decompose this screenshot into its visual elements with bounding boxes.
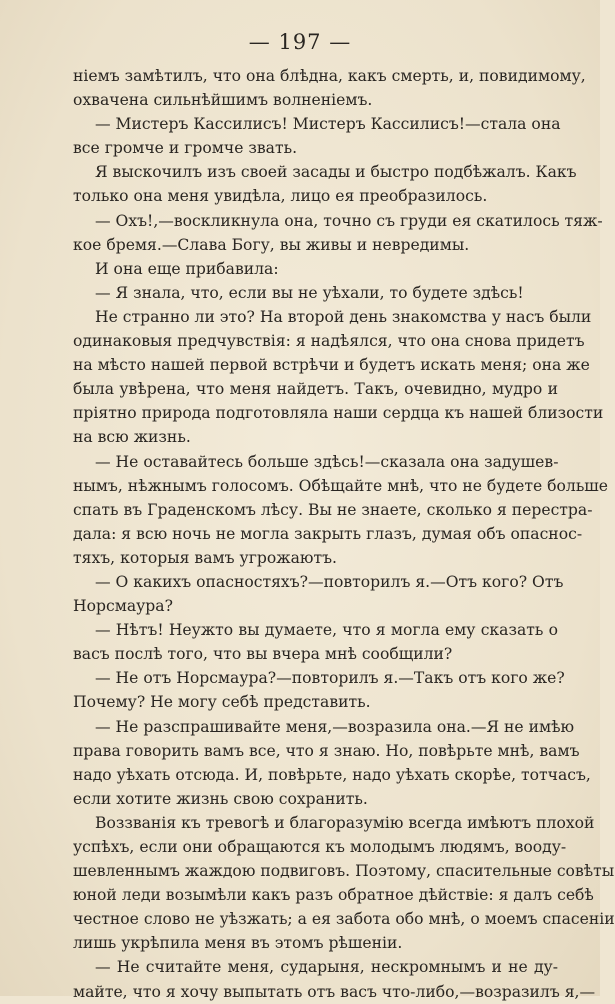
text-line: — О какихъ опасностяхъ?—повторилъ я.—Отъ кого? Отъ <box>95 572 564 591</box>
text-line: майте, что я хочу выпытать отъ васъ что-либо,—возразилъ я,— <box>73 982 596 1001</box>
text-line: — Мистеръ Кассилисъ! Мистеръ Кассилисъ!—стала она <box>95 115 561 134</box>
text-line: Не странно ли это? На второй день знакомства у насъ были <box>95 307 592 326</box>
text-line: кое бремя.—Слава Богу, вы живы и невредимы. <box>73 235 470 254</box>
text-line: И она еще прибавила: <box>95 259 279 278</box>
text-line: — Не отъ Норсмаура?—повторилъ я.—Такъ отъ кого же? <box>95 669 565 688</box>
text-line: успѣхъ, если они обращаются къ молодымъ людямъ, вооду- <box>73 838 567 856</box>
text-line: Воззванія къ тревогѣ и благоразумію всегда имѣютъ плохой <box>95 813 595 832</box>
text-line: васъ послѣ того, что вы вчера мнѣ сообщили? <box>73 645 453 664</box>
text-line: пріятно природа подготовляла наши сердца къ нашей близости <box>73 404 604 423</box>
text-line: все громче и громче звать. <box>73 139 298 158</box>
text-line: — Не разспрашивайте меня,—возразила она.—Я не имѣю <box>95 717 575 736</box>
text-line: честное слово не уѣзжать; а ея забота обо мнѣ, о моемъ спасеніи <box>73 910 615 929</box>
text-line: одинаковыя предчувствія: я надѣялся, что она снова придетъ <box>73 332 585 351</box>
text-line: — Охъ!,—воскликнула она, точно съ груди ея скатилось тяж- <box>95 211 603 230</box>
text-line: дала: я всю ночь не могла закрыть глазъ, думая объ опаснос- <box>73 524 583 543</box>
text-line: Норсмаура? <box>73 597 173 616</box>
text-line: если хотите жизнь свою сохранить. <box>73 789 368 808</box>
text-line: нымъ, нѣжнымъ голосомъ. Обѣщайте мнѣ, что не будете больше <box>73 476 609 495</box>
text-line: права говорить вамъ все, что я знаю. Но, повѣрьте мнѣ, вамъ <box>73 741 580 760</box>
text-line: — Я знала, что, если вы не уѣхали, то будете здѣсь! <box>95 283 524 302</box>
page-number: — 197 — <box>248 30 352 54</box>
text-line: Почему? Не могу себѣ представить. <box>73 693 371 712</box>
text-line: — Нѣтъ! Неужто вы думаете, что я могла ему сказать о <box>95 621 558 640</box>
text-line: на мѣсто нашей первой встрѣчи и будетъ искать меня; она же <box>73 356 590 375</box>
text-line: ніемъ замѣтилъ, что она блѣдна, какъ смерть, и, повидимому, <box>73 67 586 85</box>
text-line: на всю жизнь. <box>73 428 191 447</box>
text-line: тяхъ, которыя вамъ угрожаютъ. <box>73 548 337 567</box>
text-line: юной леди возымѣли какъ разъ обратное дѣйствіе: я далъ себѣ <box>73 886 594 905</box>
body-text <box>73 64 615 1004</box>
text-line: надо уѣхать отсюда. И, повѣрьте, надо уѣхать скорѣе, тотчасъ, <box>73 765 591 784</box>
text-line: шевленнымъ жаждою подвиговъ. Поэтому, спасительные совѣты <box>73 862 615 881</box>
text-line: охвачена сильнѣйшимъ волненіемъ. <box>73 91 373 110</box>
text-line: спать въ Граденскомъ лѣсу. Вы не знаете, сколько я перестра- <box>73 500 593 519</box>
text-line: лишь укрѣпила меня въ этомъ рѣшеніи. <box>73 934 403 953</box>
text-line: — Не оставайтесь больше здѣсь!—сказала она задушев- <box>95 452 559 471</box>
text-line: Я выскочилъ изъ своей засады и быстро подбѣжалъ. Какъ <box>95 163 577 182</box>
text-line: только она меня увидѣла, лицо ея преобразилось. <box>73 187 488 206</box>
text-line: — Не считайте меня, сударыня, нескромнымъ и не ду- <box>95 958 558 977</box>
text-line: была увѣрена, что меня найдетъ. Такъ, очевидно, мудро и <box>73 380 558 399</box>
